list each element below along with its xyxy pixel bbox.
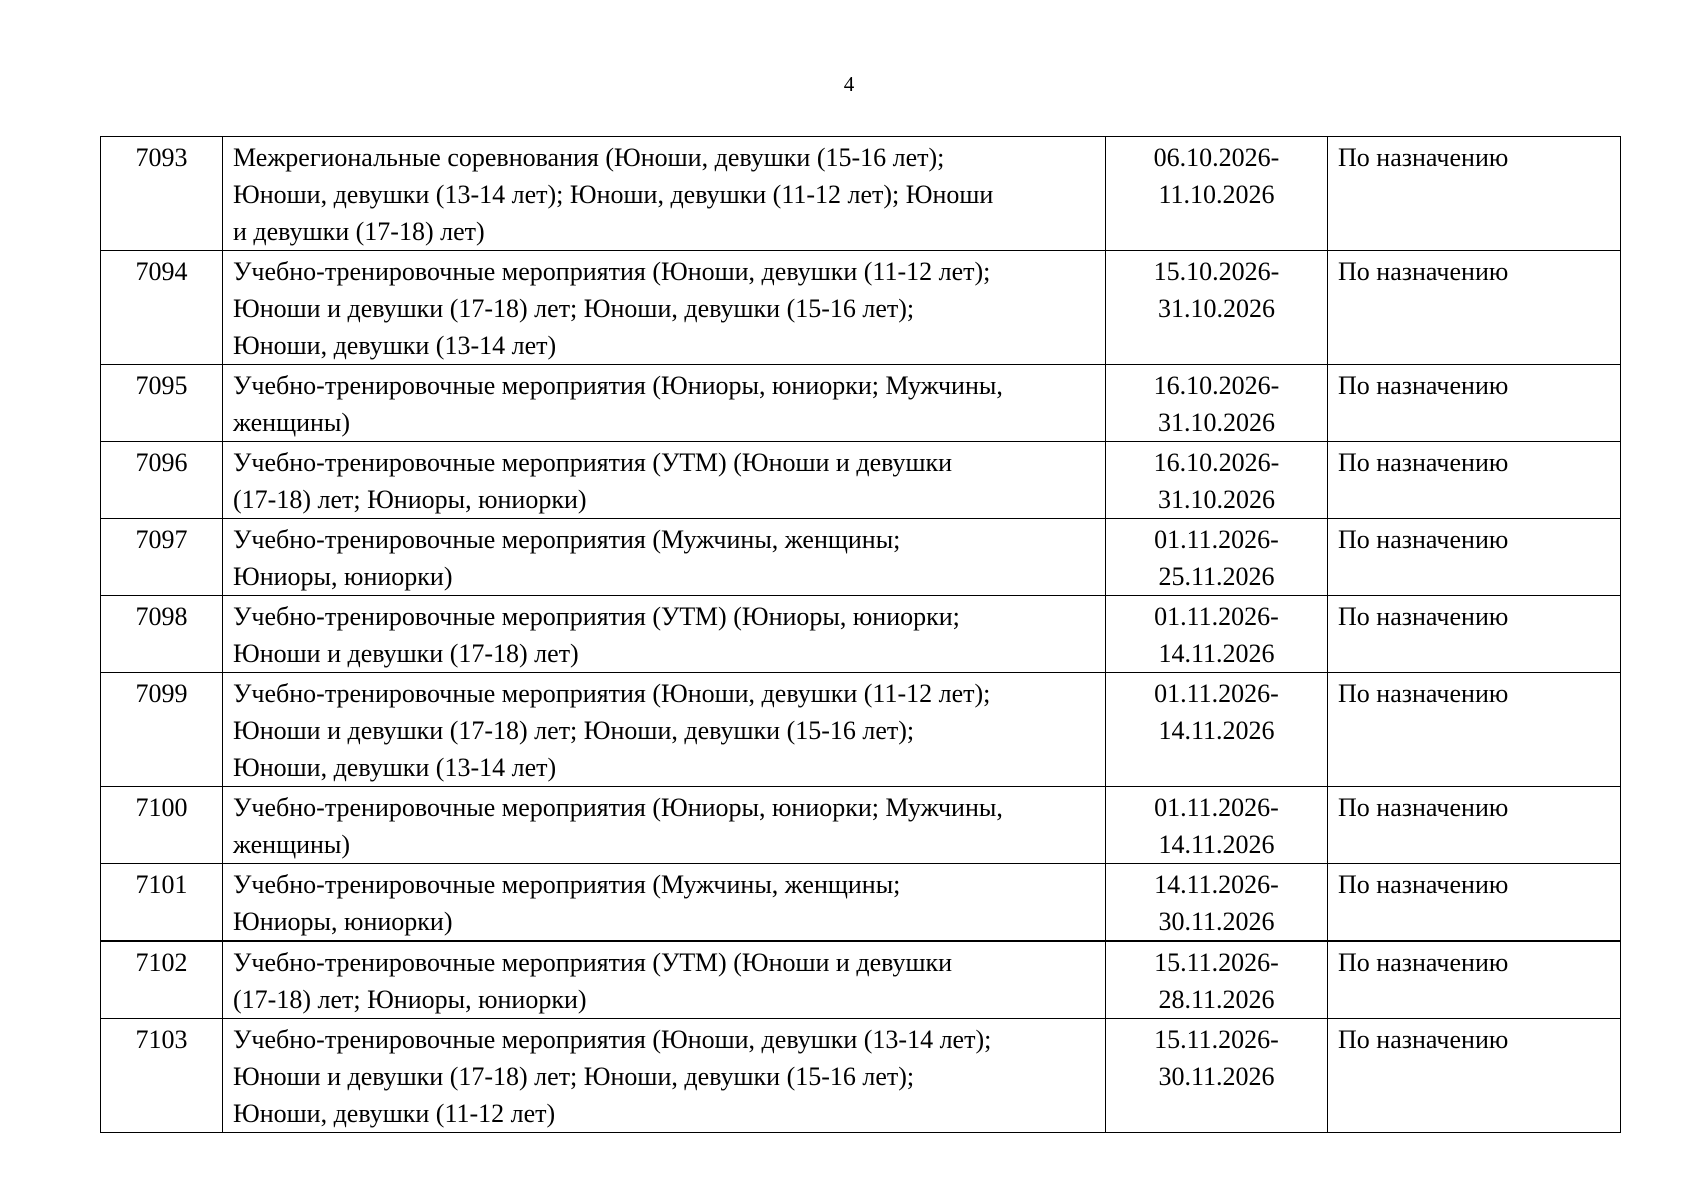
event-name-line: Юноши и девушки (17-18) лет) [233, 639, 579, 668]
table-row [101, 941, 1621, 1019]
date-end: 14.11.2026 [1158, 716, 1275, 745]
date-start: 16.10.2026- [1153, 371, 1280, 400]
event-name-line: Учебно-тренировочные мероприятия (Юниоры, юниорки; Мужчины, [233, 371, 1003, 400]
event-name-line: Учебно-тренировочные мероприятия (Юноши, девушки (11-12 лет); [233, 679, 991, 708]
event-dates [1106, 673, 1328, 787]
date-start: 16.10.2026- [1153, 448, 1280, 477]
event-number: 7097 [101, 519, 223, 596]
event-place: По назначению [1328, 442, 1621, 519]
event-name-line: Учебно-тренировочные мероприятия (УТМ) (Юноши и девушки [233, 448, 953, 477]
event-name [223, 864, 1106, 942]
event-name-line: (17-18) лет; Юниоры, юниорки) [233, 485, 587, 514]
date-start: 01.11.2026- [1154, 793, 1279, 822]
event-name [223, 1019, 1106, 1133]
event-name-line: Юноши, девушки (13-14 лет); Юноши, девушки (11-12 лет); Юноши [233, 180, 994, 209]
event-number: 7100 [101, 787, 223, 864]
date-end: 30.11.2026 [1158, 907, 1275, 936]
table-row [101, 864, 1621, 942]
event-place: По назначению [1328, 519, 1621, 596]
table-row [101, 137, 1621, 251]
table-row [101, 365, 1621, 442]
event-name-line: и девушки (17-18) лет) [233, 217, 485, 246]
date-start: 01.11.2026- [1154, 525, 1279, 554]
event-place: По назначению [1328, 251, 1621, 365]
event-name-line: женщины) [233, 830, 351, 859]
event-number: 7095 [101, 365, 223, 442]
date-end: 11.10.2026 [1158, 180, 1275, 209]
event-name-line: Учебно-тренировочные мероприятия (УТМ) (Юноши и девушки [233, 948, 953, 977]
table-row [101, 251, 1621, 365]
event-place: По назначению [1328, 365, 1621, 442]
event-place: По назначению [1328, 137, 1621, 251]
table-row [101, 1019, 1621, 1133]
event-dates [1106, 787, 1328, 864]
date-start: 01.11.2026- [1154, 602, 1279, 631]
event-place: По назначению [1328, 864, 1621, 942]
event-number: 7101 [101, 864, 223, 942]
table-row [101, 596, 1621, 673]
date-end: 14.11.2026 [1158, 830, 1275, 859]
table-row [101, 787, 1621, 864]
event-number: 7103 [101, 1019, 223, 1133]
event-dates [1106, 137, 1328, 251]
event-dates [1106, 251, 1328, 365]
event-name-line: Юноши, девушки (13-14 лет) [233, 753, 557, 782]
event-place: По назначению [1328, 787, 1621, 864]
event-number: 7093 [101, 137, 223, 251]
date-end: 31.10.2026 [1158, 294, 1275, 323]
event-name [223, 596, 1106, 673]
date-end: 25.11.2026 [1158, 562, 1275, 591]
event-name-line: Учебно-тренировочные мероприятия (Юниоры, юниорки; Мужчины, [233, 793, 1003, 822]
event-name-line: (17-18) лет; Юниоры, юниорки) [233, 985, 587, 1014]
event-dates [1106, 941, 1328, 1019]
event-name-line: Межрегиональные соревнования (Юноши, девушки (15-16 лет); [233, 143, 945, 172]
event-name [223, 673, 1106, 787]
event-name [223, 519, 1106, 596]
event-name-line: Учебно-тренировочные мероприятия (Юноши, девушки (13-14 лет); [233, 1025, 992, 1054]
date-start: 06.10.2026- [1153, 143, 1280, 172]
event-dates [1106, 365, 1328, 442]
event-number: 7102 [101, 941, 223, 1019]
date-start: 15.11.2026- [1154, 948, 1279, 977]
event-name-line: Учебно-тренировочные мероприятия (Мужчины, женщины; [233, 870, 901, 899]
event-name-line: Учебно-тренировочные мероприятия (Юноши, девушки (11-12 лет); [233, 257, 991, 286]
event-name [223, 365, 1106, 442]
event-number: 7098 [101, 596, 223, 673]
event-name [223, 787, 1106, 864]
table-row [101, 442, 1621, 519]
event-place: По назначению [1328, 673, 1621, 787]
event-name [223, 941, 1106, 1019]
event-dates [1106, 519, 1328, 596]
date-end: 30.11.2026 [1158, 1062, 1275, 1091]
event-name-line: Юноши, девушки (13-14 лет) [233, 331, 557, 360]
date-start: 15.10.2026- [1153, 257, 1280, 286]
event-dates [1106, 1019, 1328, 1133]
date-end: 14.11.2026 [1158, 639, 1275, 668]
event-dates [1106, 442, 1328, 519]
date-start: 15.11.2026- [1154, 1025, 1279, 1054]
date-end: 28.11.2026 [1158, 985, 1275, 1014]
page-number: 4 [843, 72, 855, 96]
event-name-line: Юноши и девушки (17-18) лет; Юноши, девушки (15-16 лет); [233, 716, 915, 745]
event-name-line: Юноши и девушки (17-18) лет; Юноши, девушки (15-16 лет); [233, 1062, 915, 1091]
date-end: 31.10.2026 [1158, 408, 1275, 437]
event-number: 7096 [101, 442, 223, 519]
event-name [223, 137, 1106, 251]
event-name-line: Учебно-тренировочные мероприятия (Мужчины, женщины; [233, 525, 901, 554]
event-number: 7094 [101, 251, 223, 365]
event-name-line: Учебно-тренировочные мероприятия (УТМ) (Юниоры, юниорки; [233, 602, 960, 631]
event-number: 7099 [101, 673, 223, 787]
event-name-line: женщины) [233, 408, 351, 437]
event-dates [1106, 596, 1328, 673]
event-name-line: Юноши и девушки (17-18) лет; Юноши, девушки (15-16 лет); [233, 294, 915, 323]
event-place: По назначению [1328, 1019, 1621, 1133]
event-name-line: Юниоры, юниорки) [233, 907, 453, 936]
event-dates [1106, 864, 1328, 942]
table-row [101, 673, 1621, 787]
event-name-line: Юноши, девушки (11-12 лет) [233, 1099, 556, 1128]
table-row [101, 519, 1621, 596]
event-name [223, 251, 1106, 365]
event-name-line: Юниоры, юниорки) [233, 562, 453, 591]
event-name [223, 442, 1106, 519]
event-place: По назначению [1328, 596, 1621, 673]
date-start: 14.11.2026- [1154, 870, 1279, 899]
events-table [100, 136, 1621, 1133]
events-table-body [101, 137, 1621, 1133]
event-place: По назначению [1328, 941, 1621, 1019]
date-end: 31.10.2026 [1158, 485, 1275, 514]
date-start: 01.11.2026- [1154, 679, 1279, 708]
